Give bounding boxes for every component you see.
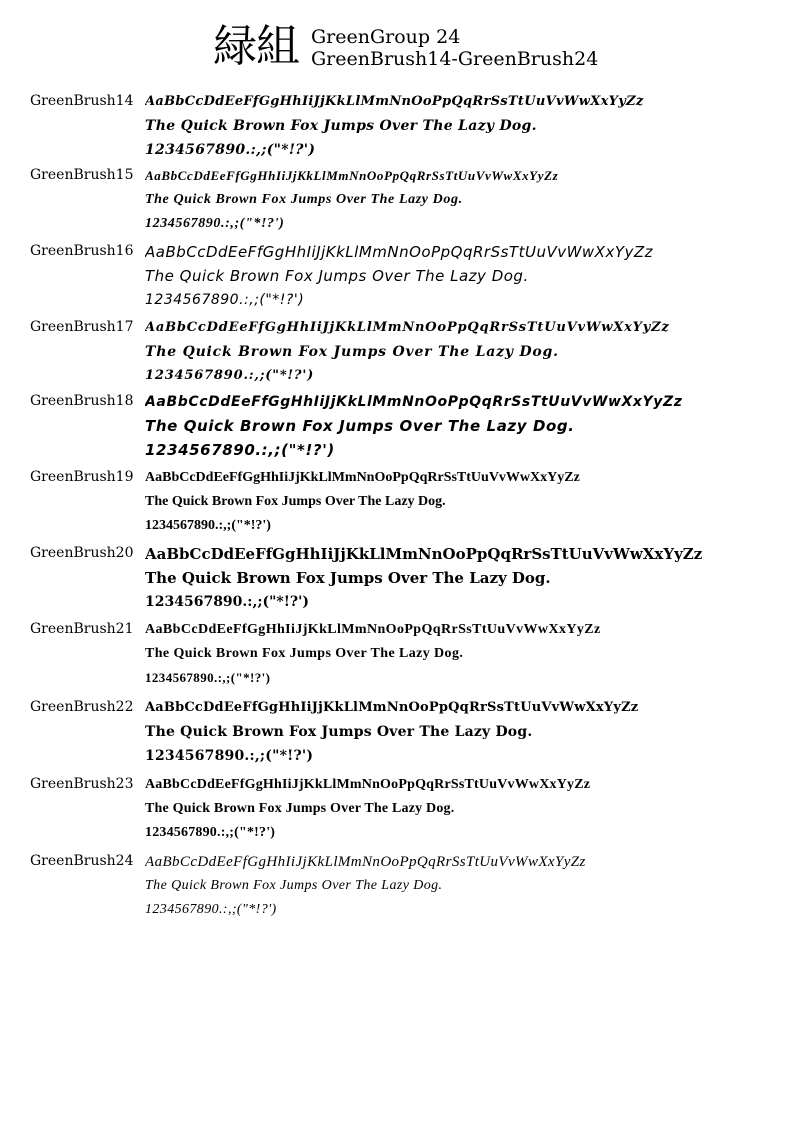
group-name: GreenGroup 24	[311, 26, 461, 48]
font-sample-greenbrush16	[0, 240, 800, 312]
font-sample-text	[145, 466, 785, 538]
pangram-sample: The Quick Brown Fox Jumps Over The Lazy Dog.	[145, 646, 464, 661]
pangram-sample: The Quick Brown Fox Jumps Over The Lazy Dog.	[145, 417, 575, 435]
font-name-label: GreenBrush20	[30, 545, 134, 561]
digits-sample: 1234567890.:,;("*!?')	[145, 670, 271, 685]
alphabet-sample: AaBbCcDdEeFfGgHhIiJjKkLlMmNnOoPpQqRrSsTtUuVvWwXxYyZz	[145, 700, 639, 715]
font-name-label: GreenBrush19	[30, 469, 134, 485]
font-sample-greenbrush24	[0, 850, 800, 922]
digits-sample: 1234567890.:,;("*!?')	[145, 902, 277, 917]
digits-sample: 1234567890.:,;("*!?')	[145, 142, 316, 158]
font-sample-greenbrush15	[0, 164, 800, 236]
digits-sample: 1234567890.:,;("*!?')	[145, 216, 285, 231]
digits-sample: 1234567890.:,;("*!?')	[145, 292, 305, 308]
sheet-header	[213, 22, 598, 78]
font-name-label: GreenBrush16	[30, 243, 134, 259]
digits-sample: 1234567890.:,;("*!?')	[145, 441, 335, 459]
digits-sample: 1234567890.:,;("*!?')	[145, 748, 314, 764]
font-sample-text	[145, 390, 785, 462]
digits-sample: 1234567890.:,;("*!?')	[145, 368, 315, 383]
font-name-label: GreenBrush17	[30, 319, 134, 335]
group-kanji-title: 緑組	[213, 21, 299, 72]
font-name-label: GreenBrush15	[30, 167, 134, 183]
font-sample-text	[145, 696, 785, 768]
digits-sample: 1234567890.:,;("*!?')	[145, 594, 309, 610]
font-sample-greenbrush17	[0, 316, 800, 388]
pangram-sample: The Quick Brown Fox Jumps Over The Lazy Dog.	[145, 118, 537, 134]
font-sample-greenbrush23	[0, 773, 800, 845]
header-titles	[311, 22, 598, 70]
pangram-sample: The Quick Brown Fox Jumps Over The Lazy Dog.	[145, 724, 533, 740]
pangram-sample: The Quick Brown Fox Jumps Over The Lazy Dog.	[145, 878, 443, 893]
font-sample-greenbrush14	[0, 90, 800, 162]
font-sample-text	[145, 542, 785, 614]
font-sample-greenbrush19	[0, 466, 800, 538]
font-name-label: GreenBrush18	[30, 393, 134, 409]
font-sample-greenbrush20	[0, 542, 800, 614]
pangram-sample: The Quick Brown Fox Jumps Over The Lazy Dog.	[145, 192, 463, 207]
alphabet-sample: AaBbCcDdEeFfGgHhIiJjKkLlMmNnOoPpQqRrSsTtUuVvWwXxYyZz	[145, 94, 644, 109]
alphabet-sample: AaBbCcDdEeFfGgHhIiJjKkLlMmNnOoPpQqRrSsTtUuVvWwXxYyZz	[145, 320, 670, 335]
alphabet-sample: AaBbCcDdEeFfGgHhIiJjKkLlMmNnOoPpQqRrSsTtUuVvWwXxYyZz	[145, 777, 591, 792]
alphabet-sample: AaBbCcDdEeFfGgHhIiJjKkLlMmNnOoPpQqRrSsTtUuVvWwXxYyZz	[145, 622, 601, 637]
alphabet-sample: AaBbCcDdEeFfGgHhIiJjKkLlMmNnOoPpQqRrSsTtUuVvWwXxYyZz	[145, 545, 703, 563]
font-sample-text	[145, 773, 785, 845]
alphabet-sample: AaBbCcDdEeFfGgHhIiJjKkLlMmNnOoPpQqRrSsTtUuVvWwXxYyZz	[145, 394, 683, 410]
alphabet-sample: AaBbCcDdEeFfGgHhIiJjKkLlMmNnOoPpQqRrSsTtUuVvWwXxYyZz	[145, 470, 580, 485]
alphabet-sample: AaBbCcDdEeFfGgHhIiJjKkLlMmNnOoPpQqRrSsTtUuVvWwXxYyZz	[145, 168, 559, 183]
alphabet-sample: AaBbCcDdEeFfGgHhIiJjKkLlMmNnOoPpQqRrSsTtUuVvWwXxYyZz	[145, 243, 654, 261]
alphabet-sample: AaBbCcDdEeFfGgHhIiJjKkLlMmNnOoPpQqRrSsTtUuVvWwXxYyZz	[145, 854, 586, 870]
pangram-sample: The Quick Brown Fox Jumps Over The Lazy Dog.	[145, 267, 529, 285]
font-sample-text	[145, 316, 785, 388]
font-sample-text	[145, 164, 785, 236]
font-name-label: GreenBrush23	[30, 776, 134, 792]
font-sample-text	[145, 90, 785, 162]
digits-sample: 1234567890.:,;("*!?')	[145, 825, 276, 840]
font-sample-text	[145, 850, 785, 922]
font-sample-text	[145, 618, 785, 690]
font-range: GreenBrush14-GreenBrush24	[311, 48, 599, 70]
font-sample-greenbrush22	[0, 696, 800, 768]
font-sample-greenbrush18	[0, 390, 800, 462]
font-sample-text	[145, 240, 785, 312]
pangram-sample: The Quick Brown Fox Jumps Over The Lazy Dog.	[145, 494, 446, 509]
pangram-sample: The Quick Brown Fox Jumps Over The Lazy Dog.	[145, 344, 559, 360]
font-name-label: GreenBrush22	[30, 699, 134, 715]
font-name-label: GreenBrush14	[30, 93, 134, 109]
font-name-label: GreenBrush24	[30, 853, 134, 869]
font-sample-greenbrush21	[0, 618, 800, 690]
digits-sample: 1234567890.:,;("*!?')	[145, 518, 271, 533]
pangram-sample: The Quick Brown Fox Jumps Over The Lazy Dog.	[145, 801, 455, 816]
font-name-label: GreenBrush21	[30, 621, 134, 637]
pangram-sample: The Quick Brown Fox Jumps Over The Lazy Dog.	[145, 569, 551, 587]
